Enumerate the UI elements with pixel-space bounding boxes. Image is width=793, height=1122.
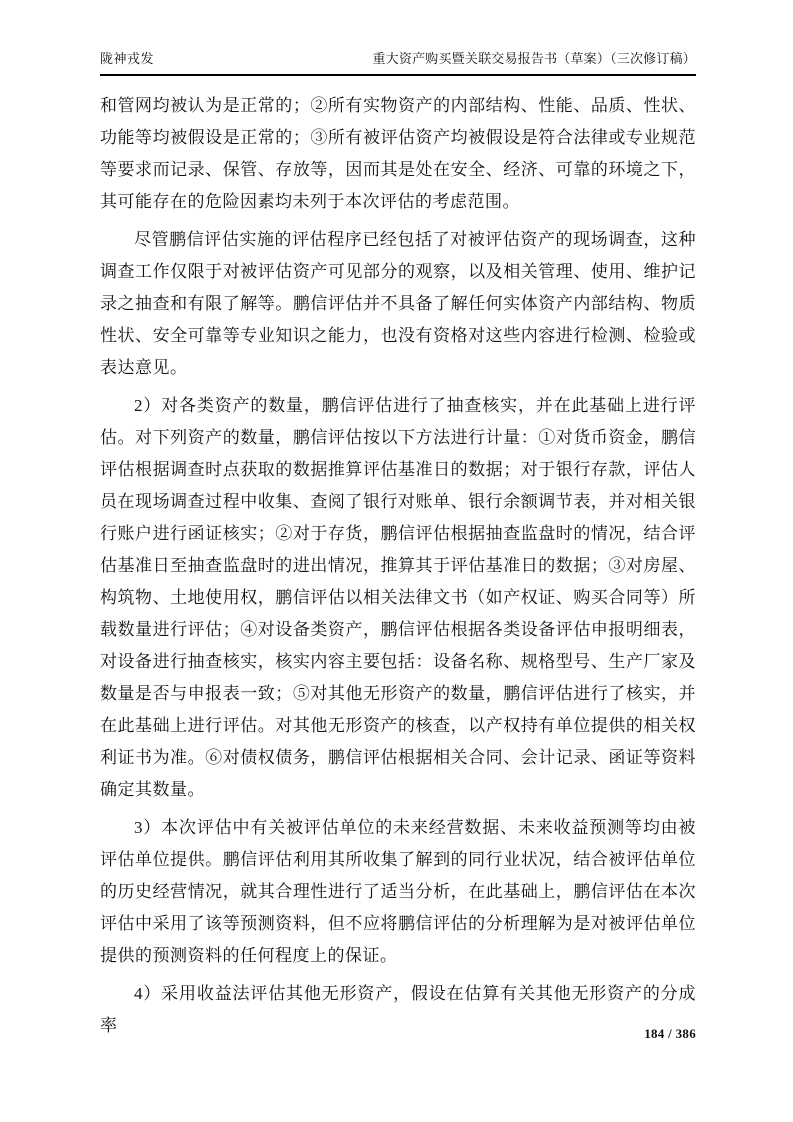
paragraph-item-4-income-method: 4）采用收益法评估其他无形资产，假设在估算有关其他无形资产的分成率 [100, 984, 696, 1035]
document-body [100, 90, 696, 1042]
paragraph-item-3-forecast-data: 3）本次评估中有关被评估单位的未来经营数据、未来收益预测等均由被评估单位提供。鹏信评估利用其所收集了解到的同行业状况，结合被评估单位的历史经营情况，就其合理性进行了适当分析，在此基础上，鹏信评估在本次评估中采用了该等预测资料，但不应将鹏信评估的分析理解为是对被评估单位提供的预测资料的任何程度上的保证。 [100, 818, 696, 965]
page-footer [644, 1026, 696, 1042]
paragraph-continuation: 和管网均被认为是正常的；②所有实物资产的内部结构、性能、品质、性状、功能等均被假设是正常的；③所有被评估资产均被假设是符合法律或专业规范等要求而记录、保管、存放等，因而其是处在安全、经济、可靠的环境之下，其可能存在的危险因素均未列于本次评估的考虑范围。 [100, 96, 696, 211]
paragraph-item-2-asset-quantities: 2）对各类资产的数量，鹏信评估进行了抽查核实，并在此基础上进行评估。对下列资产的数量，鹏信评估按以下方法进行计量：①对货币资金，鹏信评估根据调查时点获取的数据推算评估基准日的数据；对于银行存款，评估人员在现场调查过程中收集、查阅了银行对账单、银行余额调节表，并对相关银行账户进行函证核实；②对于存货，鹏信评估根据抽查监盘时的情况，结合评估基准日至抽查监盘时的进出情况，推算其于评估基准日的数据；③对房屋、构筑物、土地使用权，鹏信评估以相关法律文书（如产权证、购买合同等）所载数量进行评估；④对设备类资产，鹏信评估根据各类设备评估申报明细表，对设备进行抽查核实，核实内容主要包括：设备名称、规格型号、生产厂家及数量是否与申报表一致；⑤对其他无形资产的数量，鹏信评估进行了核实，并在此基础上进行评估。对其他无形资产的核查，以产权持有单位提供的相关权利证书为准。⑥对债权债务，鹏信评估根据相关合同、会计记录、函证等资料确定其数量。 [100, 396, 696, 799]
header-company-name: 陇神戎发 [100, 51, 155, 66]
page-number: 184 / 386 [644, 1026, 696, 1041]
paragraph-site-survey: 尽管鹏信评估实施的评估程序已经包括了对被评估资产的现场调查，这种调查工作仅限于对被评估资产可见部分的观察，以及相关管理、使用、维护记录之抽查和有限了解等。鹏信评估并不具备了解任何实体资产内部结构、物质性状、安全可靠等专业知识之能力，也没有资格对这些内容进行检测、检验或表达意见。 [100, 230, 696, 377]
header-document-title: 重大资产购买暨关联交易报告书（草案）（三次修订稿） [372, 51, 696, 66]
page-header [100, 50, 696, 76]
